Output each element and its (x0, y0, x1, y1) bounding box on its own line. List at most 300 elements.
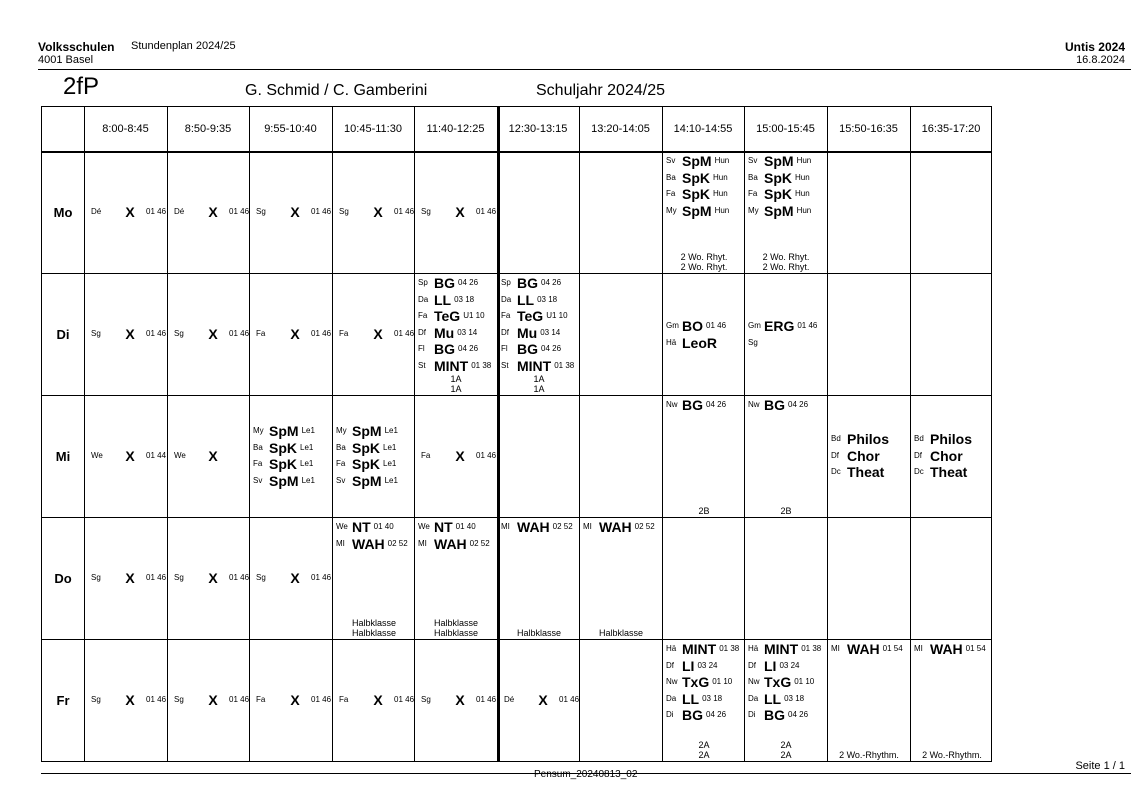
room-code: 02 52 (387, 538, 408, 548)
subject-code: ERG (764, 318, 795, 334)
lesson-entry[interactable] (333, 692, 415, 709)
lesson-entry[interactable] (415, 448, 497, 465)
lesson-entry[interactable] (498, 292, 580, 309)
lesson-entry[interactable] (663, 674, 745, 691)
lesson-entry[interactable] (250, 423, 332, 440)
timetable-cell[interactable] (498, 517, 580, 639)
timetable-cell[interactable] (745, 639, 827, 761)
subject-code: LeoR (682, 334, 717, 351)
timetable-cell[interactable] (828, 151, 910, 273)
teacher-code: Sv (666, 156, 676, 165)
lesson-entry[interactable] (250, 570, 332, 587)
lesson-entry[interactable] (498, 325, 580, 342)
room-code: 01 38 (801, 644, 822, 653)
subject-code: Theat (930, 464, 968, 480)
lesson-entry[interactable] (498, 358, 580, 375)
timetable-cell[interactable] (745, 517, 827, 639)
timetable-cell[interactable] (250, 639, 332, 761)
teacher-code: Df (748, 660, 756, 670)
timetable-cell[interactable] (911, 151, 993, 273)
teacher-code: Sg (174, 695, 184, 704)
cell-note-line: 2 Wo.-Rhythm. (922, 750, 982, 760)
subject-code: BG (682, 397, 703, 413)
teacher-code: MI (914, 644, 923, 653)
timetable-cell[interactable] (663, 639, 745, 761)
subject-code: BG (434, 341, 455, 357)
subject-code: MINT (434, 357, 469, 374)
room-code: 01 46 (146, 329, 167, 338)
lesson-entry[interactable] (415, 341, 497, 358)
period-header: 9:55-10:40 (264, 123, 317, 135)
room-code: 02 52 (469, 538, 490, 548)
lesson-entry[interactable] (663, 170, 745, 187)
lesson-list (415, 692, 497, 709)
teacher-code: Gm (666, 321, 679, 330)
cell-note (498, 374, 580, 394)
subject-code: SpK (269, 439, 297, 456)
lesson-entry[interactable] (663, 318, 745, 335)
subject-code: MINT (517, 357, 552, 374)
teacher-code: Fa (418, 311, 428, 320)
lesson-entry[interactable] (333, 440, 415, 457)
room-code: 01 46 (559, 695, 580, 704)
lesson-list (663, 153, 745, 219)
timetable-cell[interactable] (333, 273, 415, 395)
subject-code: WAH (517, 519, 550, 535)
teacher-code: Da (418, 294, 429, 304)
subject-code: TeG (517, 308, 544, 324)
timetable-cell[interactable] (333, 151, 415, 273)
lesson-entry[interactable] (250, 692, 332, 709)
teacher-code: Sg (748, 337, 758, 347)
lesson-entry[interactable] (333, 204, 415, 221)
subject-code: Chor (930, 447, 963, 464)
timetable-cell[interactable] (663, 517, 745, 639)
subject-code: WAH (930, 641, 963, 657)
lesson-entry[interactable] (663, 691, 745, 708)
timetable-cell[interactable] (168, 395, 250, 517)
lesson-entry[interactable] (498, 519, 580, 536)
room-code: 01 10 (794, 677, 815, 686)
lesson-entry[interactable] (580, 519, 662, 536)
room-code: Hun (714, 156, 730, 165)
lesson-entry[interactable] (415, 308, 497, 325)
teacher-code: Fa (339, 329, 349, 338)
lesson-list (333, 204, 415, 221)
teacher-code: Bd (914, 434, 924, 443)
cell-note (498, 628, 580, 638)
lesson-entry[interactable] (911, 448, 993, 465)
room-code: 01 40 (455, 522, 476, 531)
timetable-cell[interactable] (415, 273, 497, 395)
document-type: Stundenplan 2024/25 (131, 40, 236, 52)
timetable-cell[interactable] (415, 395, 497, 517)
timetable-cell[interactable] (168, 639, 250, 761)
timetable-cell[interactable] (745, 151, 827, 273)
day-label-do: Do (54, 570, 72, 586)
lesson-entry[interactable] (828, 431, 910, 448)
room-code: Hun (713, 172, 728, 182)
lesson-entry[interactable] (745, 707, 827, 724)
lesson-entry[interactable] (745, 691, 827, 708)
room-code: 01 46 (146, 207, 167, 216)
teacher-code: We (336, 522, 348, 531)
teacher-code: Sg (91, 329, 101, 338)
subject-code: X (208, 326, 218, 342)
teacher-code: MI (501, 522, 510, 531)
cell-note-line: 2B (698, 506, 710, 516)
room-code: 04 26 (788, 400, 809, 409)
timetable-cell[interactable] (828, 273, 910, 395)
teacher-code: Da (748, 693, 759, 703)
lesson-entry[interactable] (85, 326, 167, 343)
room-code: 03 18 (454, 294, 475, 304)
organization-address: 4001 Basel (38, 54, 94, 66)
teacher-code: Fa (253, 459, 263, 468)
room-code: 01 46 (797, 321, 818, 330)
lesson-entry[interactable] (415, 358, 497, 375)
teacher-code: Df (666, 660, 674, 670)
lesson-list (168, 204, 250, 221)
lesson-entry[interactable] (745, 318, 827, 335)
timetable-cell[interactable] (580, 639, 662, 761)
lesson-entry[interactable] (168, 326, 250, 343)
lesson-entry[interactable] (333, 473, 415, 490)
lesson-entry[interactable] (85, 448, 167, 465)
timetable-cell[interactable] (745, 273, 827, 395)
teacher-code: Dc (831, 467, 841, 476)
lesson-entry[interactable] (663, 335, 745, 352)
timetable-cell[interactable] (580, 273, 662, 395)
lesson-entry[interactable] (745, 397, 827, 414)
timetable-cell[interactable] (911, 395, 993, 517)
timetable-cell[interactable] (168, 151, 250, 273)
lesson-entry[interactable] (168, 570, 250, 587)
timetable-cell[interactable] (85, 395, 167, 517)
timetable-cell[interactable] (415, 517, 497, 639)
room-code: 01 54 (882, 644, 903, 653)
cell-note (415, 618, 497, 638)
teacher-code: Df (501, 327, 509, 337)
lesson-entry[interactable] (250, 456, 332, 473)
period-header: 10:45-11:30 (344, 123, 402, 135)
teacher-code: Df (418, 327, 426, 337)
lesson-entry[interactable] (333, 456, 415, 473)
room-code: Hun (713, 189, 728, 198)
lesson-entry[interactable] (911, 641, 993, 658)
lesson-entry[interactable] (828, 641, 910, 658)
subject-code: SpM (764, 153, 794, 169)
teacher-code: Sg (174, 573, 184, 582)
lesson-entry[interactable] (498, 275, 580, 292)
room-code: Le1 (384, 426, 398, 435)
teacher-code: Sg (91, 573, 101, 582)
lesson-entry[interactable] (498, 308, 580, 325)
timetable-cell[interactable] (828, 395, 910, 517)
cell-note (828, 750, 910, 760)
subject-code: X (373, 692, 383, 708)
lesson-entry[interactable] (85, 570, 167, 587)
period-header: 14:10-14:55 (673, 123, 733, 135)
subject-code: X (290, 570, 300, 586)
page-number: Seite 1 / 1 (1075, 760, 1125, 772)
lesson-entry[interactable] (911, 464, 993, 481)
room-code: 01 46 (476, 451, 497, 460)
lesson-entry[interactable] (168, 692, 250, 709)
lesson-entry[interactable] (745, 335, 827, 352)
room-code: 01 46 (229, 695, 250, 704)
cell-note-line: Halbklasse (433, 618, 479, 628)
lesson-list (250, 570, 332, 587)
lesson-list (745, 318, 827, 351)
lesson-list (168, 570, 250, 587)
lesson-entry[interactable] (663, 203, 745, 220)
timetable-cell[interactable] (911, 517, 993, 639)
subject-code: BG (764, 707, 785, 723)
room-code: 04 26 (458, 278, 479, 287)
lesson-entry[interactable] (745, 186, 827, 203)
cell-note-line: 2 Wo. Rhyt. (762, 262, 810, 272)
lesson-entry[interactable] (415, 519, 497, 536)
room-code: 01 46 (394, 329, 415, 338)
teacher-code: Ba (748, 172, 758, 182)
room-code: 01 38 (719, 644, 740, 653)
timetable-cell[interactable] (168, 273, 250, 395)
timetable-cell[interactable] (580, 151, 662, 273)
school-year: Schuljahr 2024/25 (536, 82, 665, 99)
lesson-entry[interactable] (333, 423, 415, 440)
timetable-cell[interactable] (580, 517, 662, 639)
lesson-list (250, 204, 332, 221)
lesson-entry[interactable] (663, 641, 745, 658)
lesson-entry[interactable] (250, 440, 332, 457)
room-code: Le1 (301, 426, 315, 435)
cell-note-line: 2A (780, 750, 792, 760)
lesson-entry[interactable] (663, 397, 745, 414)
room-code: 03 14 (540, 327, 561, 337)
subject-code: MINT (764, 641, 799, 657)
cell-note (663, 252, 745, 272)
lesson-entry[interactable] (168, 448, 250, 465)
footer-version: Pensum_20240813_02 (534, 769, 638, 780)
lesson-entry[interactable] (415, 275, 497, 292)
timetable-cell[interactable] (168, 517, 250, 639)
room-code: 01 46 (311, 695, 332, 704)
lesson-list (168, 692, 250, 709)
period-header: 16:35-17:20 (921, 123, 981, 135)
subject-code: WAH (352, 535, 385, 552)
subject-code: BG (517, 341, 538, 357)
room-code: 01 38 (554, 360, 575, 370)
subject-code: Chor (847, 447, 880, 464)
room-code: 03 24 (779, 660, 800, 670)
room-code: 02 52 (552, 522, 573, 531)
lesson-entry[interactable] (745, 658, 827, 675)
room-code: 01 46 (476, 207, 497, 216)
teacher-code: Di (666, 710, 674, 719)
room-code: 04 26 (788, 710, 809, 719)
lesson-entry[interactable] (415, 204, 497, 221)
timetable-cell[interactable] (250, 395, 332, 517)
lesson-entry[interactable] (745, 170, 827, 187)
cell-note (580, 628, 662, 638)
lesson-list (911, 431, 993, 481)
teacher-code: We (91, 451, 103, 460)
timetable-cell[interactable] (85, 639, 167, 761)
room-code: 01 10 (712, 677, 733, 686)
lesson-entry[interactable] (415, 692, 497, 709)
subject-code: SpM (682, 153, 712, 169)
lesson-entry[interactable] (250, 326, 332, 343)
subject-code: X (125, 570, 135, 586)
subject-code: X (208, 448, 218, 464)
teacher-code: Dc (914, 467, 924, 476)
period-header: 15:50-16:35 (839, 123, 898, 135)
lesson-entry[interactable] (415, 292, 497, 309)
subject-code: MINT (682, 641, 717, 657)
lesson-entry[interactable] (745, 153, 827, 170)
room-code: Le1 (300, 459, 314, 468)
lesson-entry[interactable] (663, 153, 745, 170)
timetable-cell[interactable] (333, 517, 415, 639)
timetable-cell[interactable] (745, 395, 827, 517)
timetable-cell[interactable] (498, 639, 580, 761)
lesson-entry[interactable] (250, 473, 332, 490)
room-code: 03 18 (702, 693, 723, 703)
subject-code: BG (434, 275, 455, 291)
subject-code: SpM (269, 423, 299, 439)
lesson-list (415, 275, 497, 374)
timetable-cell[interactable] (250, 273, 332, 395)
lesson-entry[interactable] (745, 641, 827, 658)
lesson-entry[interactable] (828, 464, 910, 481)
lesson-entry[interactable] (250, 204, 332, 221)
lesson-entry[interactable] (85, 204, 167, 221)
room-code: 01 40 (373, 522, 394, 531)
lesson-entry[interactable] (911, 431, 993, 448)
timetable-cell[interactable] (85, 273, 167, 395)
day-label-mi: Mi (55, 448, 71, 464)
subject-code: SpK (352, 439, 380, 456)
lesson-entry[interactable] (663, 186, 745, 203)
room-code: Hun (795, 189, 810, 198)
lesson-entry[interactable] (745, 203, 827, 220)
lesson-list (333, 326, 415, 343)
timetable-cell[interactable] (580, 395, 662, 517)
teacher-code: Fa (666, 189, 676, 198)
timetable-cell[interactable] (911, 273, 993, 395)
teacher-code: St (418, 360, 426, 370)
lesson-entry[interactable] (828, 448, 910, 465)
lesson-list (911, 641, 993, 658)
timetable-cell[interactable] (333, 395, 415, 517)
teacher-code: Sg (256, 207, 266, 216)
timetable-cell[interactable] (85, 517, 167, 639)
timetable-cell[interactable] (333, 639, 415, 761)
room-code: Le1 (383, 459, 397, 468)
lesson-entry[interactable] (85, 692, 167, 709)
lesson-entry[interactable] (498, 341, 580, 358)
lesson-list (85, 204, 167, 221)
timetable-cell[interactable] (828, 639, 910, 761)
teacher-code: Fl (501, 344, 508, 353)
organization-name: Volksschulen (38, 40, 115, 54)
timetable-cell[interactable] (663, 395, 745, 517)
subject-code: LI (682, 657, 695, 674)
lesson-entry[interactable] (663, 658, 745, 675)
teacher-code: MI (336, 538, 345, 548)
timetable-cell[interactable] (828, 517, 910, 639)
timetable-cell[interactable] (911, 639, 993, 761)
cell-note-line: 2A (698, 750, 710, 760)
teacher-code: Sv (253, 475, 263, 485)
cell-note-line: 2A (780, 740, 792, 750)
room-code: Hun (796, 156, 812, 165)
timetable-cell[interactable] (250, 151, 332, 273)
cell-note-line: 1A (533, 384, 545, 394)
timetable-cell[interactable] (85, 151, 167, 273)
timetable-cell[interactable] (250, 517, 332, 639)
teacher-code: Nw (748, 400, 760, 409)
room-code: U1 10 (463, 311, 485, 320)
timetable-cell[interactable] (498, 151, 580, 273)
teacher-code: My (666, 205, 677, 215)
lesson-entry[interactable] (333, 326, 415, 343)
teacher-code: My (253, 426, 264, 435)
cell-note (745, 252, 827, 272)
lesson-entry[interactable] (333, 536, 415, 553)
timetable-cell[interactable] (663, 273, 745, 395)
subject-code: SpM (682, 202, 712, 219)
lesson-list (415, 204, 497, 221)
lesson-entry[interactable] (498, 692, 580, 709)
lesson-entry[interactable] (663, 707, 745, 724)
lesson-list (333, 519, 415, 552)
teacher-code: Fa (256, 329, 266, 338)
period-header: 15:00-15:45 (756, 123, 815, 135)
cell-note-line: 2 Wo. Rhyt. (680, 252, 728, 262)
timetable-cell[interactable] (415, 639, 497, 761)
header-rule (38, 69, 1131, 70)
lesson-entry[interactable] (168, 204, 250, 221)
teacher-code: MI (831, 644, 840, 653)
lesson-list (333, 423, 415, 489)
room-code: 01 46 (706, 321, 727, 330)
cell-note (663, 740, 745, 760)
lesson-list (250, 423, 332, 489)
room-code: 04 26 (541, 344, 562, 353)
timetable-cell[interactable] (663, 151, 745, 273)
subject-code: SpM (352, 472, 382, 489)
timetable-cell[interactable] (498, 273, 580, 395)
teacher-code: Nw (666, 677, 678, 686)
subject-code: Philos (847, 431, 890, 447)
lesson-entry[interactable] (333, 519, 415, 536)
teacher-code: Sg (91, 695, 101, 704)
timetable-cell[interactable] (415, 151, 497, 273)
lesson-entry[interactable] (415, 536, 497, 553)
room-code: 03 24 (697, 660, 718, 670)
lesson-list (250, 692, 332, 709)
lesson-entry[interactable] (745, 674, 827, 691)
lesson-entry[interactable] (415, 325, 497, 342)
subject-code: WAH (847, 641, 880, 657)
cell-note-line: 2 Wo. Rhyt. (680, 262, 728, 272)
cell-note-line: Halbklasse (516, 628, 562, 638)
timetable-cell[interactable] (498, 395, 580, 517)
period-header: 8:50-9:35 (184, 123, 232, 135)
subject-code: X (455, 204, 465, 220)
